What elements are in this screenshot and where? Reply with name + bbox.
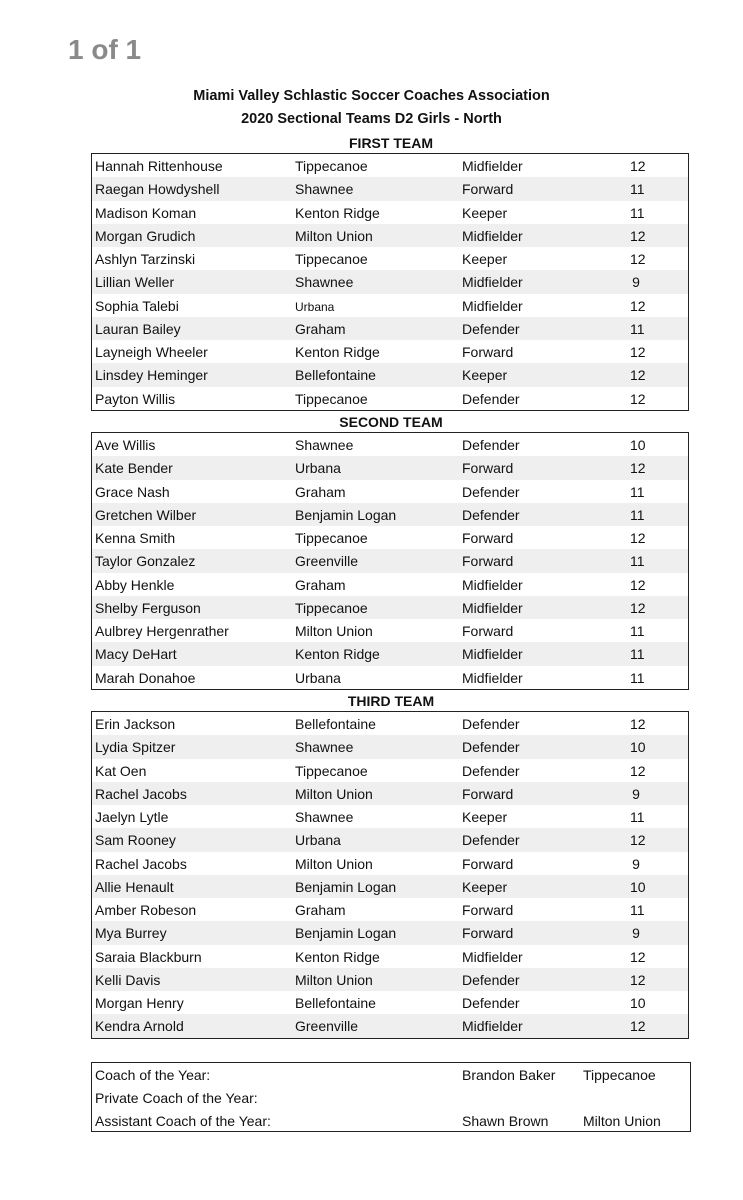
player-school: Shawnee <box>295 739 354 756</box>
player-name: Macy DeHart <box>95 646 177 663</box>
player-position: Defender <box>462 971 520 988</box>
player-name: Morgan Henry <box>95 995 184 1011</box>
player-name: Hannah Rittenhouse <box>95 158 223 174</box>
player-grade: 12 <box>630 1018 646 1035</box>
award-school: Milton Union <box>583 1113 661 1129</box>
player-position: Midfielder <box>462 158 523 174</box>
player-grade: 10 <box>630 739 646 756</box>
player-position: Defender <box>462 320 520 337</box>
player-row <box>92 921 688 944</box>
player-school: Kenton Ridge <box>295 948 380 965</box>
team-table <box>91 432 689 690</box>
player-school: Kenton Ridge <box>295 344 380 360</box>
player-row <box>92 805 688 828</box>
award-label: Private Coach of the Year: <box>95 1090 258 1106</box>
player-row <box>92 433 688 456</box>
player-position: Defender <box>462 437 520 453</box>
player-position: Midfielder <box>462 297 523 314</box>
player-grade: 9 <box>632 925 640 942</box>
player-school: Kenton Ridge <box>295 204 380 221</box>
player-position: Forward <box>462 553 514 570</box>
player-name: Raegan Howdyshell <box>95 181 220 198</box>
player-position: Midfielder <box>462 599 523 616</box>
player-grade: 10 <box>630 878 646 895</box>
player-name: Kate Bender <box>95 460 173 477</box>
player-position: Forward <box>462 855 514 872</box>
player-school: Tippecanoe <box>295 158 368 174</box>
player-name: Rachel Jacobs <box>95 785 187 802</box>
player-name: Abby Henkle <box>95 576 175 593</box>
player-name: Marah Donahoe <box>95 669 196 686</box>
player-name: Lauran Bailey <box>95 320 181 337</box>
player-position: Defender <box>462 739 520 756</box>
award-label: Assistant Coach of the Year: <box>95 1113 271 1129</box>
player-row <box>92 1014 688 1037</box>
player-grade: 12 <box>630 367 646 384</box>
player-row <box>92 968 688 991</box>
player-school: Graham <box>295 483 346 500</box>
document-title: Miami Valley Schlastic Soccer Coaches Association <box>193 88 550 104</box>
player-school: Shawnee <box>295 274 354 291</box>
player-school: Greenville <box>295 553 359 570</box>
player-name: Amber Robeson <box>95 902 197 918</box>
player-row <box>92 782 688 805</box>
player-school: Tippecanoe <box>295 762 368 779</box>
player-name: Madison Koman <box>95 204 197 221</box>
player-grade: 12 <box>630 832 646 849</box>
player-school: Bellefontaine <box>295 716 376 732</box>
team-heading: THIRD TEAM <box>347 693 435 709</box>
player-row <box>92 317 688 340</box>
player-name: Mya Burrey <box>95 925 167 942</box>
player-position: Midfielder <box>462 669 523 686</box>
player-name: Lydia Spitzer <box>95 739 176 756</box>
player-school: Milton Union <box>295 623 373 639</box>
player-name: Morgan Grudich <box>95 227 196 244</box>
player-name: Ashlyn Tarzinski <box>95 251 196 267</box>
player-position: Defender <box>462 506 520 523</box>
player-name: Kendra Arnold <box>95 1018 184 1035</box>
team-heading: FIRST TEAM <box>349 135 433 151</box>
player-school: Graham <box>295 902 346 918</box>
player-grade: 12 <box>630 716 646 732</box>
player-grade: 11 <box>630 646 645 663</box>
award-row <box>92 1086 690 1109</box>
player-position: Forward <box>462 460 514 477</box>
player-position: Defender <box>462 390 520 407</box>
player-school: Benjamin Logan <box>295 878 397 895</box>
award-recipient: Brandon Baker <box>462 1067 556 1083</box>
player-position: Defender <box>462 832 520 849</box>
player-grade: 11 <box>630 902 645 918</box>
player-row <box>92 294 688 317</box>
player-name: Kat Oen <box>95 762 147 779</box>
player-position: Midfielder <box>462 948 523 965</box>
player-school: Benjamin Logan <box>295 925 397 942</box>
player-grade: 11 <box>630 553 645 570</box>
player-school: Tippecanoe <box>295 530 368 546</box>
player-grade: 10 <box>630 995 646 1011</box>
player-grade: 11 <box>630 181 645 198</box>
player-row <box>92 177 688 200</box>
player-grade: 12 <box>630 599 646 616</box>
player-name: Rachel Jacobs <box>95 855 187 872</box>
player-row <box>92 549 688 572</box>
player-row <box>92 573 688 596</box>
player-position: Midfielder <box>462 1018 523 1035</box>
player-row <box>92 526 688 549</box>
player-name: Payton Willis <box>95 390 176 407</box>
player-name: Layneigh Wheeler <box>95 344 208 360</box>
player-row <box>92 270 688 293</box>
player-name: Aulbrey Hergenrather <box>95 623 229 639</box>
player-grade: 12 <box>630 390 646 407</box>
player-position: Defender <box>462 762 520 779</box>
player-position: Midfielder <box>462 646 523 663</box>
player-position: Defender <box>462 716 520 732</box>
player-name: Saraia Blackburn <box>95 948 202 965</box>
player-school: Tippecanoe <box>295 390 368 407</box>
player-position: Forward <box>462 530 514 546</box>
player-row <box>92 828 688 851</box>
page-indicator: 1 of 1 <box>68 34 142 65</box>
player-position: Defender <box>462 995 520 1011</box>
player-school: Bellefontaine <box>295 367 376 384</box>
player-row <box>92 898 688 921</box>
player-name: Taylor Gonzalez <box>95 553 196 570</box>
player-position: Keeper <box>462 878 508 895</box>
player-row <box>92 666 688 689</box>
player-school: Shawnee <box>295 809 354 825</box>
player-school: Tippecanoe <box>295 599 368 616</box>
player-grade: 12 <box>630 971 646 988</box>
player-school: Benjamin Logan <box>295 506 397 523</box>
player-row <box>92 154 688 177</box>
player-position: Keeper <box>462 809 508 825</box>
player-school: Shawnee <box>295 437 354 453</box>
player-row <box>92 596 688 619</box>
player-name: Sophia Talebi <box>95 297 179 314</box>
player-school: Milton Union <box>295 855 373 872</box>
player-grade: 9 <box>632 855 640 872</box>
player-name: Jaelyn Lytle <box>95 809 169 825</box>
team-table <box>91 711 689 1039</box>
player-grade: 12 <box>630 460 646 477</box>
player-position: Midfielder <box>462 274 523 291</box>
player-row <box>92 852 688 875</box>
award-school: Tippecanoe <box>583 1067 656 1083</box>
player-position: Forward <box>462 925 514 942</box>
player-name: Sam Rooney <box>95 832 176 849</box>
player-name: Allie Henault <box>95 878 174 895</box>
player-name: Gretchen Wilber <box>95 506 197 523</box>
player-row <box>92 340 688 363</box>
player-row <box>92 875 688 898</box>
player-school: Urbana <box>295 460 341 477</box>
award-label: Coach of the Year: <box>95 1067 211 1083</box>
player-school: Urbana <box>295 299 335 314</box>
player-position: Forward <box>462 344 514 360</box>
player-name: Shelby Ferguson <box>95 599 201 616</box>
player-grade: 12 <box>630 158 646 174</box>
player-school: Graham <box>295 576 346 593</box>
player-school: Milton Union <box>295 227 373 244</box>
player-position: Midfielder <box>462 576 523 593</box>
player-row <box>92 456 688 479</box>
player-grade: 12 <box>630 227 646 244</box>
player-row <box>92 503 688 526</box>
player-grade: 10 <box>630 437 646 453</box>
player-row <box>92 735 688 758</box>
player-grade: 12 <box>630 762 646 779</box>
player-name: Ave Willis <box>95 437 156 453</box>
player-grade: 11 <box>630 204 645 221</box>
player-grade: 12 <box>630 530 646 546</box>
player-row <box>92 224 688 247</box>
player-grade: 11 <box>630 623 645 639</box>
player-row <box>92 945 688 968</box>
player-name: Lillian Weller <box>95 274 175 291</box>
player-school: Kenton Ridge <box>295 646 380 663</box>
player-grade: 11 <box>630 809 645 825</box>
player-position: Defender <box>462 483 520 500</box>
player-grade: 12 <box>630 297 646 314</box>
player-grade: 12 <box>630 344 646 360</box>
player-name: Grace Nash <box>95 483 170 500</box>
player-row <box>92 363 688 386</box>
player-row <box>92 619 688 642</box>
player-school: Urbana <box>295 669 341 686</box>
player-grade: 9 <box>632 274 640 291</box>
player-position: Forward <box>462 623 514 639</box>
player-school: Urbana <box>295 832 341 849</box>
player-row <box>92 387 688 410</box>
player-row <box>92 201 688 224</box>
team-heading: SECOND TEAM <box>339 414 443 430</box>
document-subtitle: 2020 Sectional Teams D2 Girls - North <box>241 111 502 127</box>
player-grade: 11 <box>630 320 645 337</box>
player-position: Forward <box>462 181 514 198</box>
player-name: Erin Jackson <box>95 716 176 732</box>
player-position: Forward <box>462 785 514 802</box>
player-grade: 11 <box>630 669 645 686</box>
team-table <box>91 153 689 411</box>
player-grade: 12 <box>630 948 646 965</box>
player-school: Tippecanoe <box>295 251 368 267</box>
player-school: Bellefontaine <box>295 995 376 1011</box>
player-position: Keeper <box>462 367 508 384</box>
player-position: Keeper <box>462 204 508 221</box>
award-row <box>92 1109 690 1132</box>
player-position: Forward <box>462 902 514 918</box>
player-school: Milton Union <box>295 971 373 988</box>
award-recipient: Shawn Brown <box>462 1113 549 1129</box>
player-row <box>92 247 688 270</box>
player-row <box>92 480 688 503</box>
player-grade: 12 <box>630 251 646 267</box>
awards-table <box>91 1062 691 1132</box>
player-name: Linsdey Heminger <box>95 367 208 384</box>
player-row <box>92 759 688 782</box>
player-grade: 11 <box>630 506 645 523</box>
player-school: Milton Union <box>295 785 373 802</box>
player-position: Midfielder <box>462 227 523 244</box>
player-name: Kenna Smith <box>95 530 176 546</box>
player-row <box>92 642 688 665</box>
player-row <box>92 712 688 735</box>
player-position: Keeper <box>462 251 508 267</box>
player-grade: 9 <box>632 785 640 802</box>
player-school: Greenville <box>295 1018 359 1035</box>
player-grade: 12 <box>630 576 646 593</box>
award-row <box>92 1063 690 1086</box>
player-school: Shawnee <box>295 181 354 198</box>
player-row <box>92 991 688 1014</box>
player-school: Graham <box>295 320 346 337</box>
player-grade: 11 <box>630 483 645 500</box>
player-name: Kelli Davis <box>95 971 161 988</box>
